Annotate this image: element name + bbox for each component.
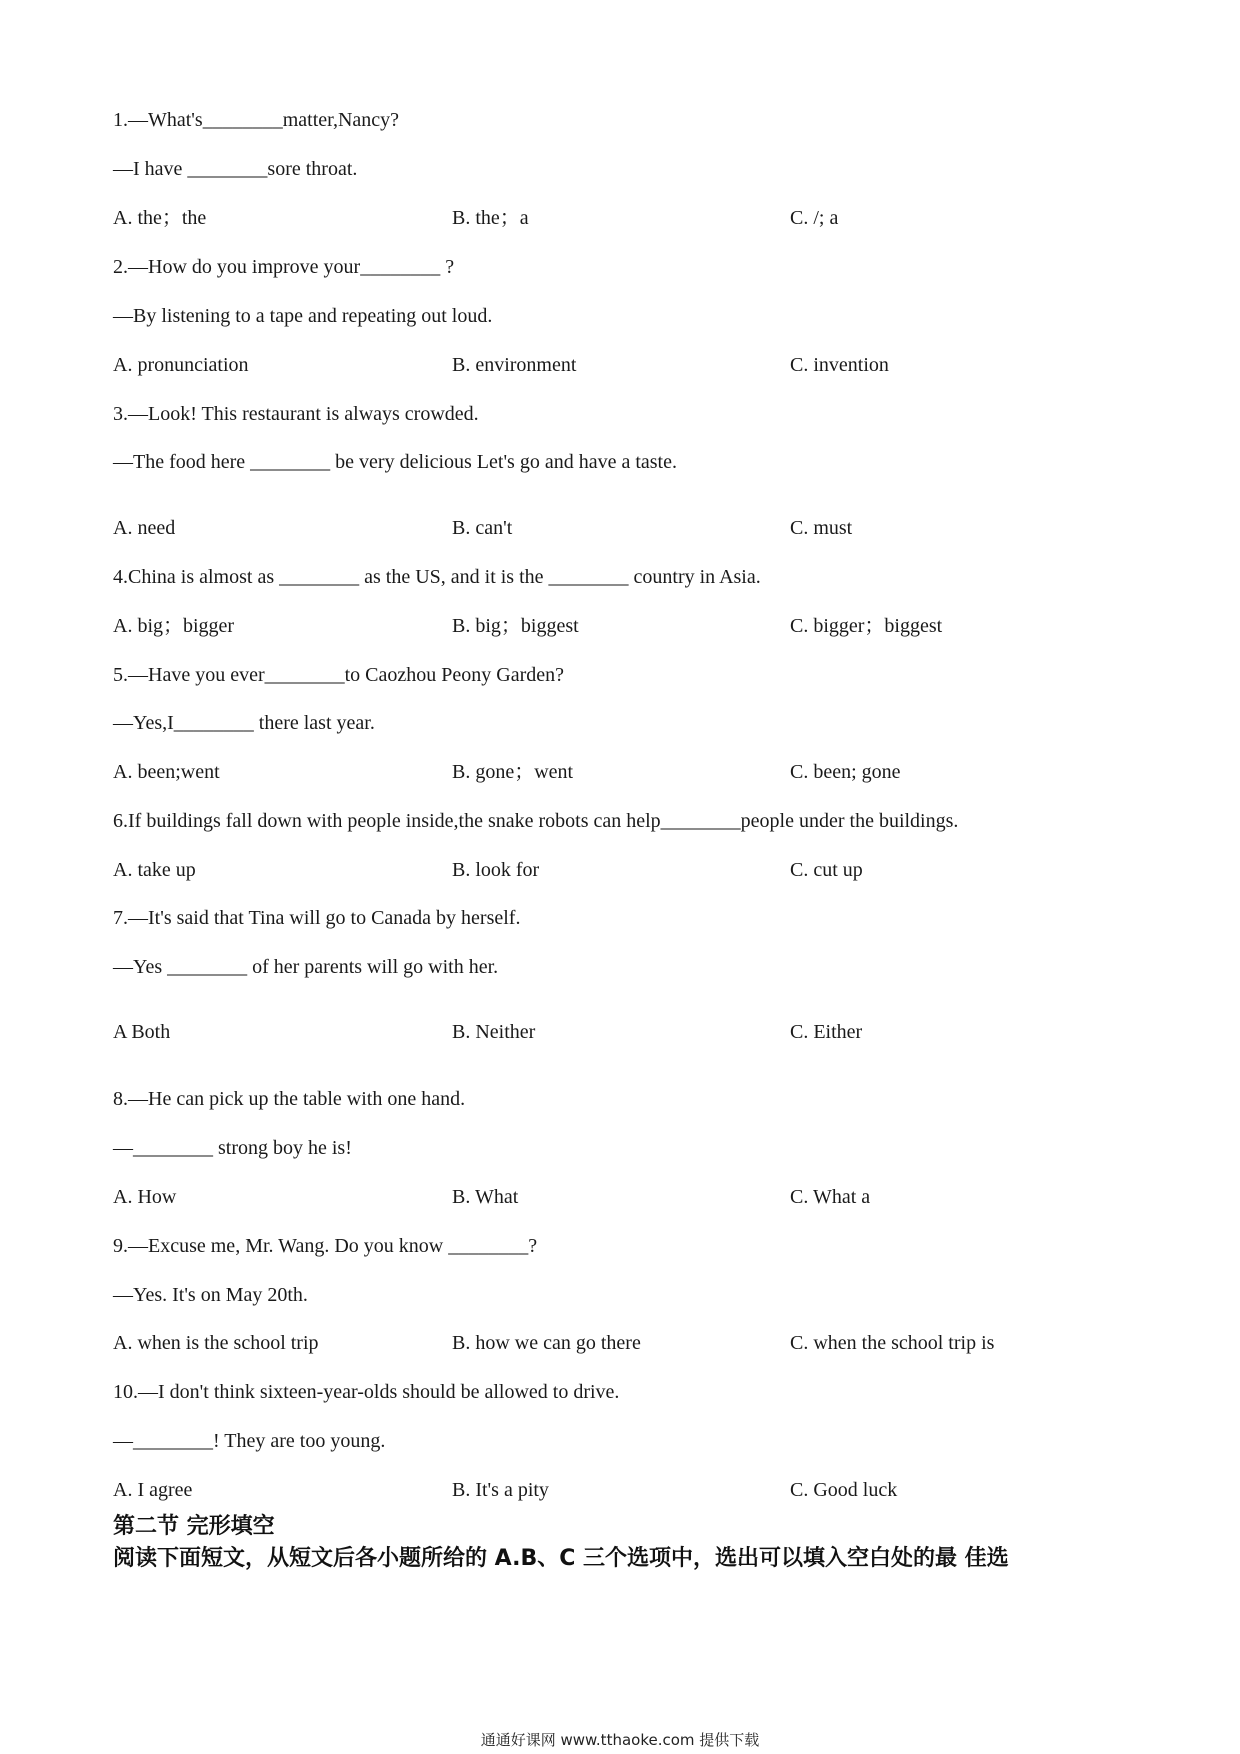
option-b: B. Neither <box>452 1021 536 1043</box>
option-c: C. must <box>790 517 853 539</box>
question-2-options <box>113 353 1133 377</box>
option-a: A. when is the school trip <box>113 1332 319 1354</box>
question-3-response: —The food here ________ be very delicious Let's go and have a taste. <box>113 451 677 473</box>
option-c: C. been; gone <box>790 761 901 783</box>
option-c: C. Good luck <box>790 1479 898 1501</box>
option-c: C. when the school trip is <box>790 1332 995 1354</box>
question-4-prompt: 4.China is almost as ________ as the US, and it is the ________ country in Asia. <box>113 566 761 588</box>
option-a: A. been;went <box>113 761 220 783</box>
question-3-options <box>113 516 1133 540</box>
question-2-prompt: 2.—How do you improve your________ ? <box>113 256 455 278</box>
question-1-response: —I have ________sore throat. <box>113 158 358 180</box>
section-title: 第二节 完形填空 <box>113 1514 275 1539</box>
option-b: B. the；a <box>452 207 529 229</box>
question-1-prompt: 1.—What's________matter,Nancy? <box>113 109 400 131</box>
option-b: B. how we can go there <box>452 1332 641 1354</box>
option-a: A Both <box>113 1021 171 1043</box>
question-10-options <box>113 1478 1133 1502</box>
question-8-prompt: 8.—He can pick up the table with one hand. <box>113 1088 466 1110</box>
question-6-prompt: 6.If buildings fall down with people inside,the snake robots can help________people under the buildings. <box>113 810 959 832</box>
option-a: A. How <box>113 1186 177 1208</box>
question-9-options <box>113 1331 1133 1355</box>
page-footer: 通通好课网 www.tthaoke.com 提供下载 <box>480 1731 760 1749</box>
question-4-options <box>113 614 1133 638</box>
question-5-options <box>113 760 1133 784</box>
option-b: B. big；biggest <box>452 615 579 637</box>
option-b: B. environment <box>452 354 577 376</box>
question-1-options <box>113 206 1133 230</box>
section-instruction: 阅读下面短文，从短文后各小题所给的 A.B、C 三个选项中，选出可以填入空白处的最 佳选 <box>113 1546 1009 1571</box>
option-a: A. I agree <box>113 1479 193 1501</box>
question-8-response: —________ strong boy he is! <box>113 1137 352 1159</box>
option-a: A. big；bigger <box>113 615 235 637</box>
question-2-response: —By listening to a tape and repeating out loud. <box>113 305 493 327</box>
question-8-options <box>113 1185 1133 1209</box>
option-a: A. need <box>113 517 176 539</box>
option-c: C. cut up <box>790 859 863 881</box>
option-a: A. pronunciation <box>113 354 249 376</box>
question-9-prompt: 9.—Excuse me, Mr. Wang. Do you know ________? <box>113 1235 538 1257</box>
question-7-options <box>113 1020 1133 1044</box>
question-7-response: —Yes ________ of her parents will go with her. <box>113 956 499 978</box>
option-b: B. gone；went <box>452 761 574 783</box>
question-5-prompt: 5.—Have you ever________to Caozhou Peony Garden? <box>113 664 564 686</box>
option-a: A. the；the <box>113 207 207 229</box>
option-b: B. can't <box>452 517 513 539</box>
option-b: B. It's a pity <box>452 1479 549 1501</box>
question-6-options <box>113 858 1133 882</box>
question-7-prompt: 7.—It's said that Tina will go to Canada by herself. <box>113 907 521 929</box>
question-3-prompt: 3.—Look! This restaurant is always crowded. <box>113 403 479 425</box>
option-b: B. look for <box>452 859 540 881</box>
question-10-prompt: 10.—I don't think sixteen-year-olds should be allowed to drive. <box>113 1381 620 1403</box>
option-a: A. take up <box>113 859 196 881</box>
option-c: C. bigger；biggest <box>790 615 943 637</box>
question-10-response: —________! They are too young. <box>113 1430 386 1452</box>
option-b: B. What <box>452 1186 519 1208</box>
question-5-response: —Yes,I________ there last year. <box>113 712 375 734</box>
option-c: C. /; a <box>790 207 839 229</box>
option-c: C. What a <box>790 1186 871 1208</box>
option-c: C. invention <box>790 354 889 376</box>
option-c: C. Either <box>790 1021 863 1043</box>
question-9-response: —Yes. It's on May 20th. <box>113 1284 308 1306</box>
